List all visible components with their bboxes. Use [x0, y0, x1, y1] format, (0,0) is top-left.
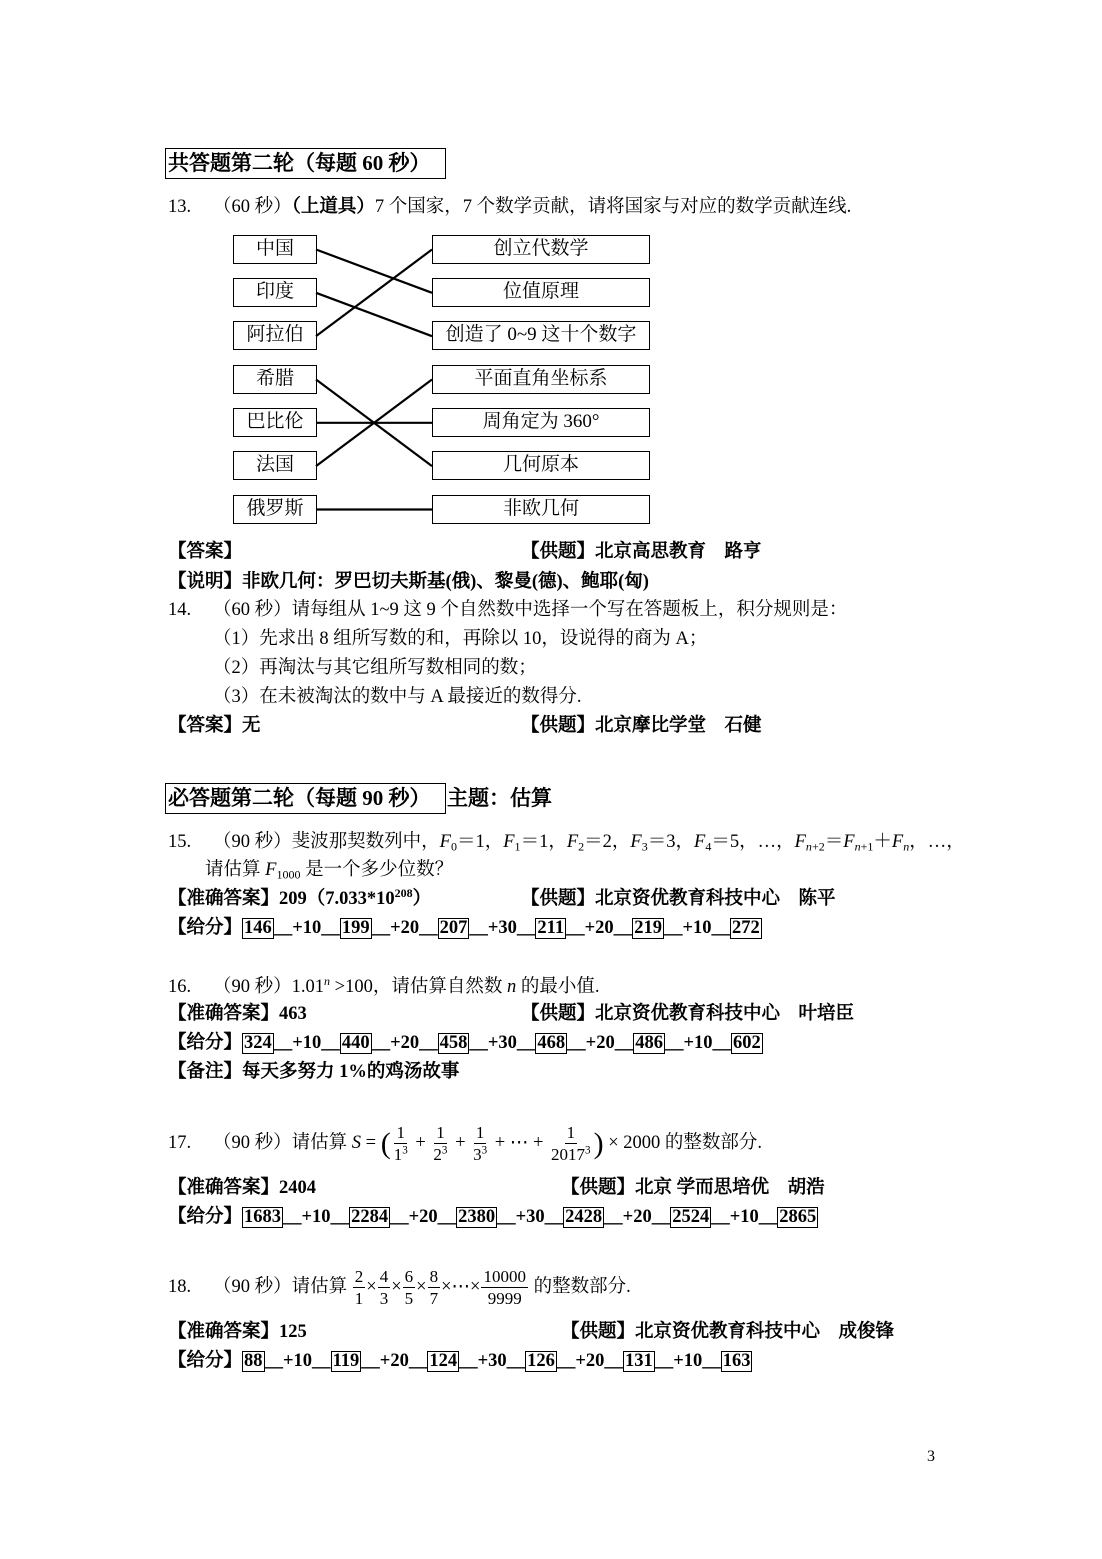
section-header-common-round [165, 148, 446, 179]
math-variable: F [265, 860, 277, 880]
question-number: 15. [168, 832, 192, 852]
scoring-line [168, 1031, 763, 1055]
score-box: 207 [439, 918, 468, 938]
contribution-box: 创造了 0~9 这十个数字 [432, 321, 650, 350]
score-box: 1683 [244, 1207, 282, 1227]
explanation: 【说明】非欧几何：罗巴切夫斯基(俄)、黎曼(德)、鲍耶(匈) [168, 572, 649, 592]
connection-line [316, 293, 432, 336]
math-variable: F [843, 832, 855, 852]
question-number: 14. [168, 600, 192, 620]
subscript: 0 [450, 839, 457, 854]
text-run: __+10__ [273, 918, 340, 938]
text-run: （90 秒）请估算 [213, 1277, 352, 1297]
score-box: 2284 [351, 1207, 389, 1227]
fraction [392, 1122, 410, 1166]
text-run: （90 秒）1.01 [213, 977, 325, 997]
score-box: 458 [439, 1033, 468, 1053]
text-run: __+10__ [664, 1033, 731, 1053]
fraction-denominator [431, 1144, 449, 1166]
math-variable: F [503, 832, 515, 852]
text-run: 2 [433, 1144, 442, 1164]
fraction [378, 1266, 391, 1310]
contribution-box: 平面直角坐标系 [432, 365, 650, 394]
section-theme: 主题：估算 [447, 786, 552, 810]
text-run: ＝ [824, 832, 844, 852]
exact-answer: 【准确答案】463 [168, 1004, 307, 1024]
text-run: __+10__ [273, 1033, 340, 1053]
question-number: 13. [168, 197, 192, 217]
fraction-denominator [378, 1288, 391, 1310]
text-run: ＝2， [584, 832, 631, 852]
text-run: __+20__ [604, 1207, 671, 1227]
fraction-numerator [428, 1266, 441, 1288]
text-run: ＋ [873, 832, 892, 852]
exact-answer: 【准确答案】2404 [168, 1178, 317, 1198]
exact-answer: 【准确答案】125 [168, 1322, 307, 1342]
math-variable: n [506, 977, 517, 997]
contribution-box: 创立代数学 [432, 235, 650, 264]
text-run: ，…， [909, 832, 965, 852]
score-box: 2524 [672, 1207, 710, 1227]
country-box: 印度 [233, 278, 317, 307]
superscript: 3 [481, 1144, 488, 1157]
text-run: + [410, 1133, 431, 1153]
remark: 【备注】每天多努力 1%的鸡汤故事 [168, 1062, 460, 1082]
text-run: + ⋯ + [490, 1133, 549, 1153]
superscript: n [324, 973, 331, 988]
text-run: __+30__ [497, 1207, 564, 1227]
score-box: 124 [429, 1351, 458, 1371]
text-run: 10000 [483, 1266, 526, 1286]
text-run: __+20__ [390, 1207, 457, 1227]
score-box: 324 [244, 1033, 272, 1053]
scoring-line [168, 916, 762, 940]
fraction-denominator [428, 1288, 441, 1310]
section-header-required-round [165, 783, 446, 814]
question-source: 【供题】北京 学而思培优 胡浩 [561, 1178, 825, 1198]
fraction [471, 1122, 489, 1166]
text-run: 的整数部分. [528, 1277, 631, 1297]
text-run: 【准确答案】209（7.033*10 [168, 889, 395, 909]
fraction [481, 1266, 528, 1310]
section-title: 共答题第二轮（每题 60 秒） [168, 151, 431, 175]
question-source: 【供题】北京资优教育科技中心 叶培臣 [521, 1004, 855, 1024]
fraction-numerator [403, 1266, 416, 1288]
text-run: __+10__ [711, 1207, 778, 1227]
contribution-box: 周角定为 360° [432, 408, 650, 437]
text-run: （90 秒）斐波那契数列中， [213, 832, 440, 852]
answer-label: 【答案】无 [168, 716, 261, 736]
subscript: 4 [705, 839, 712, 854]
text-run: __+20__ [556, 1351, 623, 1371]
superscript: 208 [394, 885, 413, 900]
text-run: 【给分】 [168, 1207, 243, 1227]
score-box: 486 [635, 1033, 663, 1053]
fraction [549, 1122, 593, 1166]
text-run: ＝3， [647, 832, 695, 852]
text-run: 7 [429, 1288, 439, 1308]
scoring-line [168, 1349, 752, 1373]
score-box: 211 [537, 918, 565, 938]
fraction-numerator [474, 1122, 487, 1144]
text-run: 1 [396, 1122, 405, 1142]
text-run: __+10__ [264, 1351, 331, 1371]
text-run: __+10__ [283, 1207, 350, 1227]
connection-line [316, 250, 432, 293]
score-box: 131 [624, 1351, 653, 1371]
parenthesis: ( [380, 1126, 391, 1160]
math-variable: F [694, 832, 706, 852]
fraction [353, 1266, 366, 1310]
fraction-numerator [353, 1266, 366, 1288]
question-source: 【供题】北京资优教育科技中心 成俊锋 [561, 1322, 895, 1342]
text-run: __+10__ [654, 1351, 721, 1371]
fraction-numerator [378, 1266, 391, 1288]
question-prompt-continued [205, 858, 453, 882]
question-prompt [213, 830, 965, 854]
text-run: __+20__ [371, 918, 438, 938]
contribution-box: 几何原本 [432, 451, 650, 480]
text-run: × [416, 1277, 427, 1297]
text-run: 3 [473, 1144, 482, 1164]
text-run: 1 [354, 1288, 364, 1308]
time-limit: （60 秒） [213, 197, 292, 217]
subscript: n [854, 839, 861, 854]
rule-item: （1）先求出 8 组所写数的和，再除以 10，设说得的商为 A； [213, 629, 708, 649]
question-number: 18. [168, 1277, 192, 1297]
superscript: 3 [402, 1144, 408, 1157]
text-run: __+30__ [469, 1033, 536, 1053]
subscript: n [805, 839, 812, 854]
question-source: 【供题】北京摩比学堂 石健 [521, 716, 762, 736]
country-box: 中国 [233, 235, 317, 264]
connection-lines [316, 230, 432, 530]
country-box: 法国 [233, 451, 317, 480]
question-prompt [213, 1263, 631, 1311]
score-box: 2428 [565, 1207, 603, 1227]
text-run: 4 [379, 1266, 389, 1286]
scoring-line [168, 1205, 818, 1229]
text-run: ＝1， [520, 832, 567, 852]
text-run: 8 [429, 1266, 439, 1286]
score-box: 119 [332, 1351, 360, 1371]
fraction-numerator [394, 1122, 407, 1144]
text-run: 是一个多少位数？ [300, 860, 454, 880]
question-prompt [213, 975, 599, 999]
fraction-numerator [565, 1122, 578, 1144]
fraction [428, 1266, 441, 1310]
fraction-denominator [392, 1144, 410, 1166]
superscript: 3 [585, 1144, 591, 1157]
question-number: 16. [168, 977, 192, 997]
superscript: 3 [441, 1144, 448, 1157]
score-box: 88 [244, 1351, 263, 1371]
text-run: ） [412, 889, 432, 909]
subscript: 2 [578, 839, 585, 854]
text-run: __+10__ [663, 918, 730, 938]
subscript: 1 [514, 839, 521, 854]
contribution-box: 位值原理 [432, 278, 650, 307]
text-run: __+20__ [361, 1351, 428, 1371]
text-run: __+20__ [567, 1033, 634, 1053]
math-variable: S [351, 1133, 362, 1153]
score-box: 272 [731, 918, 760, 938]
text-run: __+30__ [469, 918, 536, 938]
math-variable: F [794, 832, 806, 852]
prompt-text: 7 个国家，7 个数学贡献，请将国家与对应的数学贡献连线. [374, 197, 852, 217]
question-prompt [213, 195, 851, 219]
text-run: 3 [379, 1288, 389, 1308]
country-box: 希腊 [233, 365, 317, 394]
text-run: 1 [436, 1122, 445, 1142]
text-run: + [450, 1133, 471, 1153]
connection-line [316, 250, 432, 337]
text-run: 【给分】 [168, 1351, 243, 1371]
text-run: 【给分】 [168, 1033, 243, 1053]
score-box: 126 [527, 1351, 555, 1371]
fraction-denominator [403, 1288, 416, 1310]
text-run: = [361, 1133, 381, 1153]
fraction-denominator [486, 1288, 524, 1310]
fraction [431, 1122, 449, 1166]
text-run: __+20__ [371, 1033, 438, 1053]
subscript: n [903, 839, 910, 854]
score-box: 199 [341, 918, 370, 938]
score-box: 219 [634, 918, 662, 938]
subscript: +1 [860, 839, 874, 854]
question-prompt [213, 1119, 762, 1167]
text-run: __+20__ [566, 918, 633, 938]
country-box: 阿拉伯 [233, 321, 317, 350]
score-box: 468 [537, 1033, 566, 1053]
text-run: ＝1， [456, 832, 504, 852]
text-run: 1 [475, 1122, 485, 1142]
score-box: 602 [733, 1033, 761, 1053]
text-run: >100，请估算自然数 [330, 977, 507, 997]
question-prompt: （60 秒）请每组从 1~9 这 9 个自然数中选择一个写在答题板上，积分规则是： [213, 600, 848, 620]
text-run: 的最小值. [516, 977, 600, 997]
text-run: 9999 [487, 1288, 522, 1308]
text-run: × [366, 1277, 377, 1297]
score-box: 2865 [779, 1207, 817, 1227]
country-box: 俄罗斯 [233, 495, 317, 524]
text-run: 请估算 [205, 860, 266, 880]
subscript: 1000 [276, 867, 301, 882]
text-run: × 2000 的整数部分. [603, 1133, 763, 1153]
parenthesis: ) [593, 1126, 604, 1160]
math-variable: F [566, 832, 579, 852]
exact-answer [168, 887, 431, 911]
question-source: 【供题】北京资优教育科技中心 陈平 [521, 889, 836, 909]
rule-item: （3）在未被淘汰的数中与 A 最接近的数得分. [213, 687, 582, 707]
text-run: ×⋯× [441, 1277, 481, 1297]
text-run: 2 [354, 1266, 364, 1286]
country-box: 巴比伦 [233, 408, 317, 437]
prop-tag: （上道具） [291, 197, 375, 217]
answer-label: 【答案】 [168, 542, 243, 562]
text-run: 2017 [551, 1144, 586, 1164]
text-run: 【给分】 [168, 918, 243, 938]
subscript: +2 [811, 839, 825, 854]
fraction-denominator [471, 1144, 489, 1166]
score-box: 163 [722, 1351, 751, 1371]
fraction-numerator [481, 1266, 528, 1288]
math-variable: F [439, 832, 451, 852]
text-run: 1 [393, 1144, 403, 1164]
fraction-denominator [549, 1144, 593, 1166]
fraction-denominator [353, 1288, 366, 1310]
score-box: 2380 [458, 1207, 496, 1227]
fraction [403, 1266, 416, 1310]
text-run: （90 秒）请估算 [213, 1133, 352, 1153]
score-box: 440 [341, 1033, 370, 1053]
text-run: __+30__ [459, 1351, 526, 1371]
text-run: 5 [404, 1288, 414, 1308]
rule-item: （2）再淘汰与其它组所写数相同的数； [213, 658, 537, 678]
subscript: 3 [641, 839, 648, 854]
section-title: 必答题第二轮（每题 90 秒） [168, 786, 431, 810]
text-run: 6 [404, 1266, 414, 1286]
question-number: 17. [168, 1133, 192, 1153]
text-run: ＝5，…， [711, 832, 795, 852]
math-variable: F [891, 832, 904, 852]
question-source: 【供题】北京高思教育 路亨 [521, 542, 762, 562]
page-number: 3 [927, 1448, 935, 1465]
fraction-numerator [434, 1122, 447, 1144]
contribution-box: 非欧几何 [432, 495, 650, 524]
score-box: 146 [244, 918, 272, 938]
math-variable: F [630, 832, 642, 852]
text-run: 1 [566, 1122, 576, 1142]
text-run: × [391, 1277, 402, 1297]
